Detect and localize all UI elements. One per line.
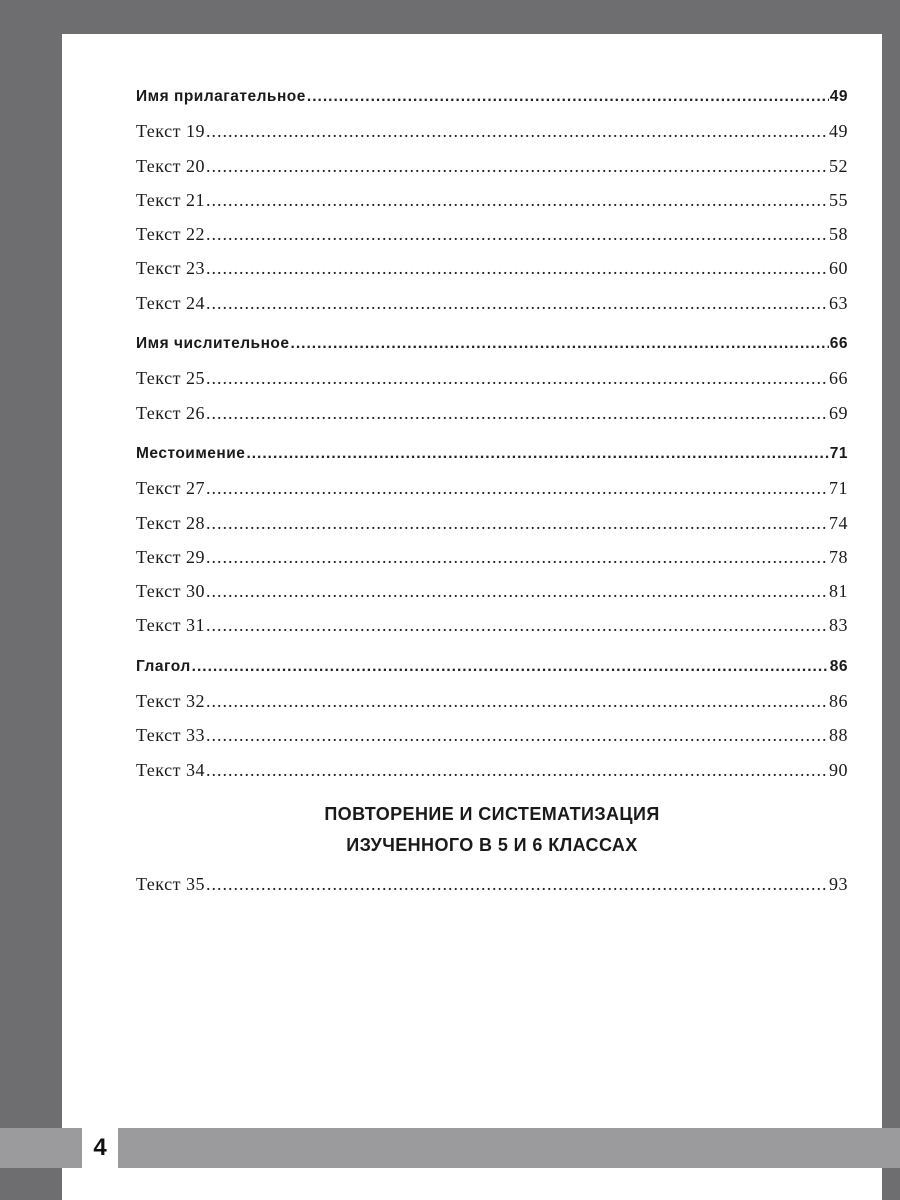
- dot-leader: [206, 471, 828, 505]
- dot-leader: [206, 506, 828, 540]
- page-footer-bar: [0, 1128, 900, 1168]
- toc-entry-title: Текст 23: [136, 258, 205, 279]
- dot-leader: [206, 684, 828, 718]
- toc-entry-title: Текст 22: [136, 224, 205, 245]
- toc-section-row: [136, 650, 848, 684]
- dot-leader: [206, 251, 828, 285]
- toc-entry-row: [136, 867, 848, 901]
- toc-entry-row: [136, 684, 848, 718]
- toc-section-title: Глагол: [136, 657, 191, 675]
- toc-entry-row: [136, 251, 848, 285]
- toc-page-number: 88: [829, 725, 848, 746]
- toc-entry-title: Текст 34: [136, 759, 205, 780]
- toc-entry-title: Текст 27: [136, 478, 205, 499]
- toc-entry-row: [136, 540, 848, 574]
- toc-entry-row: [136, 506, 848, 540]
- page-number-box: [82, 1128, 118, 1168]
- toc-section-title: Местоимение: [136, 444, 246, 462]
- toc-entry-title: Текст 19: [136, 121, 205, 142]
- dot-leader: [206, 540, 828, 574]
- dot-leader: [246, 437, 828, 471]
- toc-page-number: 86: [829, 657, 848, 675]
- toc-entry-row: [136, 114, 848, 148]
- dot-leader: [192, 650, 829, 684]
- dot-leader: [291, 327, 829, 361]
- toc-page-number: 71: [829, 444, 848, 462]
- toc-entry-title: Текст 30: [136, 581, 205, 602]
- toc-page-number: 66: [829, 335, 848, 353]
- dot-leader: [206, 396, 828, 430]
- section-heading-line2: ИЗУЧЕННОГО В 5 И 6 КЛАССАХ: [346, 834, 638, 855]
- dot-leader: [206, 867, 828, 901]
- dot-leader: [206, 718, 828, 752]
- toc-entry-row: [136, 149, 848, 183]
- toc-entry-title: Текст 29: [136, 546, 205, 567]
- toc-entry-title: Текст 25: [136, 368, 205, 389]
- table-of-contents: [136, 80, 848, 901]
- toc-group-morphology: [136, 80, 848, 787]
- toc-page-number: 81: [829, 581, 848, 602]
- toc-page-number: 55: [829, 189, 848, 210]
- toc-page-number: 78: [829, 546, 848, 567]
- toc-entry-title: Текст 32: [136, 691, 205, 712]
- toc-entry-title: Текст 26: [136, 402, 205, 423]
- toc-page-number: 93: [829, 873, 848, 894]
- toc-entry-title: Текст 28: [136, 512, 205, 533]
- toc-section-row: [136, 80, 848, 114]
- toc-entry-row: [136, 608, 848, 642]
- toc-entry-title: Текст 33: [136, 725, 205, 746]
- dot-leader: [206, 608, 828, 642]
- toc-page-number: 66: [829, 368, 848, 389]
- toc-entry-row: [136, 217, 848, 251]
- toc-entry-title: Текст 20: [136, 155, 205, 176]
- toc-entry-row: [136, 183, 848, 217]
- dot-leader: [206, 149, 828, 183]
- toc-entry-row: [136, 471, 848, 505]
- toc-page-number: 71: [829, 478, 848, 499]
- toc-section-row: [136, 437, 848, 471]
- toc-entry-row: [136, 286, 848, 320]
- dot-leader: [206, 574, 828, 608]
- dot-leader: [307, 80, 829, 114]
- dot-leader: [206, 361, 828, 395]
- toc-page-number: 90: [829, 759, 848, 780]
- dot-leader: [206, 114, 828, 148]
- toc-group-review: [136, 867, 848, 901]
- toc-page-number: 60: [829, 258, 848, 279]
- dot-leader: [206, 753, 828, 787]
- toc-entry-title: Текст 31: [136, 615, 205, 636]
- toc-entry-row: [136, 753, 848, 787]
- toc-entry-row: [136, 574, 848, 608]
- toc-entry-row: [136, 718, 848, 752]
- toc-entry-row: [136, 361, 848, 395]
- toc-page-number: 74: [829, 512, 848, 533]
- dot-leader: [206, 286, 828, 320]
- dot-leader: [206, 217, 828, 251]
- toc-section-title: Имя прилагательное: [136, 88, 306, 105]
- toc-entry-row: [136, 396, 848, 430]
- toc-page-number: 63: [829, 292, 848, 313]
- toc-page-number: 49: [829, 121, 848, 142]
- toc-entry-title: Текст 21: [136, 189, 205, 210]
- toc-page-number: 83: [829, 615, 848, 636]
- toc-entry-title: Текст 35: [136, 873, 205, 894]
- section-heading-line1: ПОВТОРЕНИЕ И СИСТЕМАТИЗАЦИЯ: [324, 803, 660, 824]
- toc-entry-title: Текст 24: [136, 292, 205, 313]
- toc-page-number: 49: [829, 88, 848, 105]
- section-heading: [136, 799, 848, 861]
- toc-page-number: 52: [829, 155, 848, 176]
- toc-section-title: Имя числительное: [136, 335, 290, 353]
- toc-page-number: 58: [829, 224, 848, 245]
- toc-page-number: 69: [829, 402, 848, 423]
- toc-page-number: 86: [829, 691, 848, 712]
- dot-leader: [206, 183, 828, 217]
- page-number: 4: [93, 1134, 107, 1161]
- toc-section-row: [136, 327, 848, 361]
